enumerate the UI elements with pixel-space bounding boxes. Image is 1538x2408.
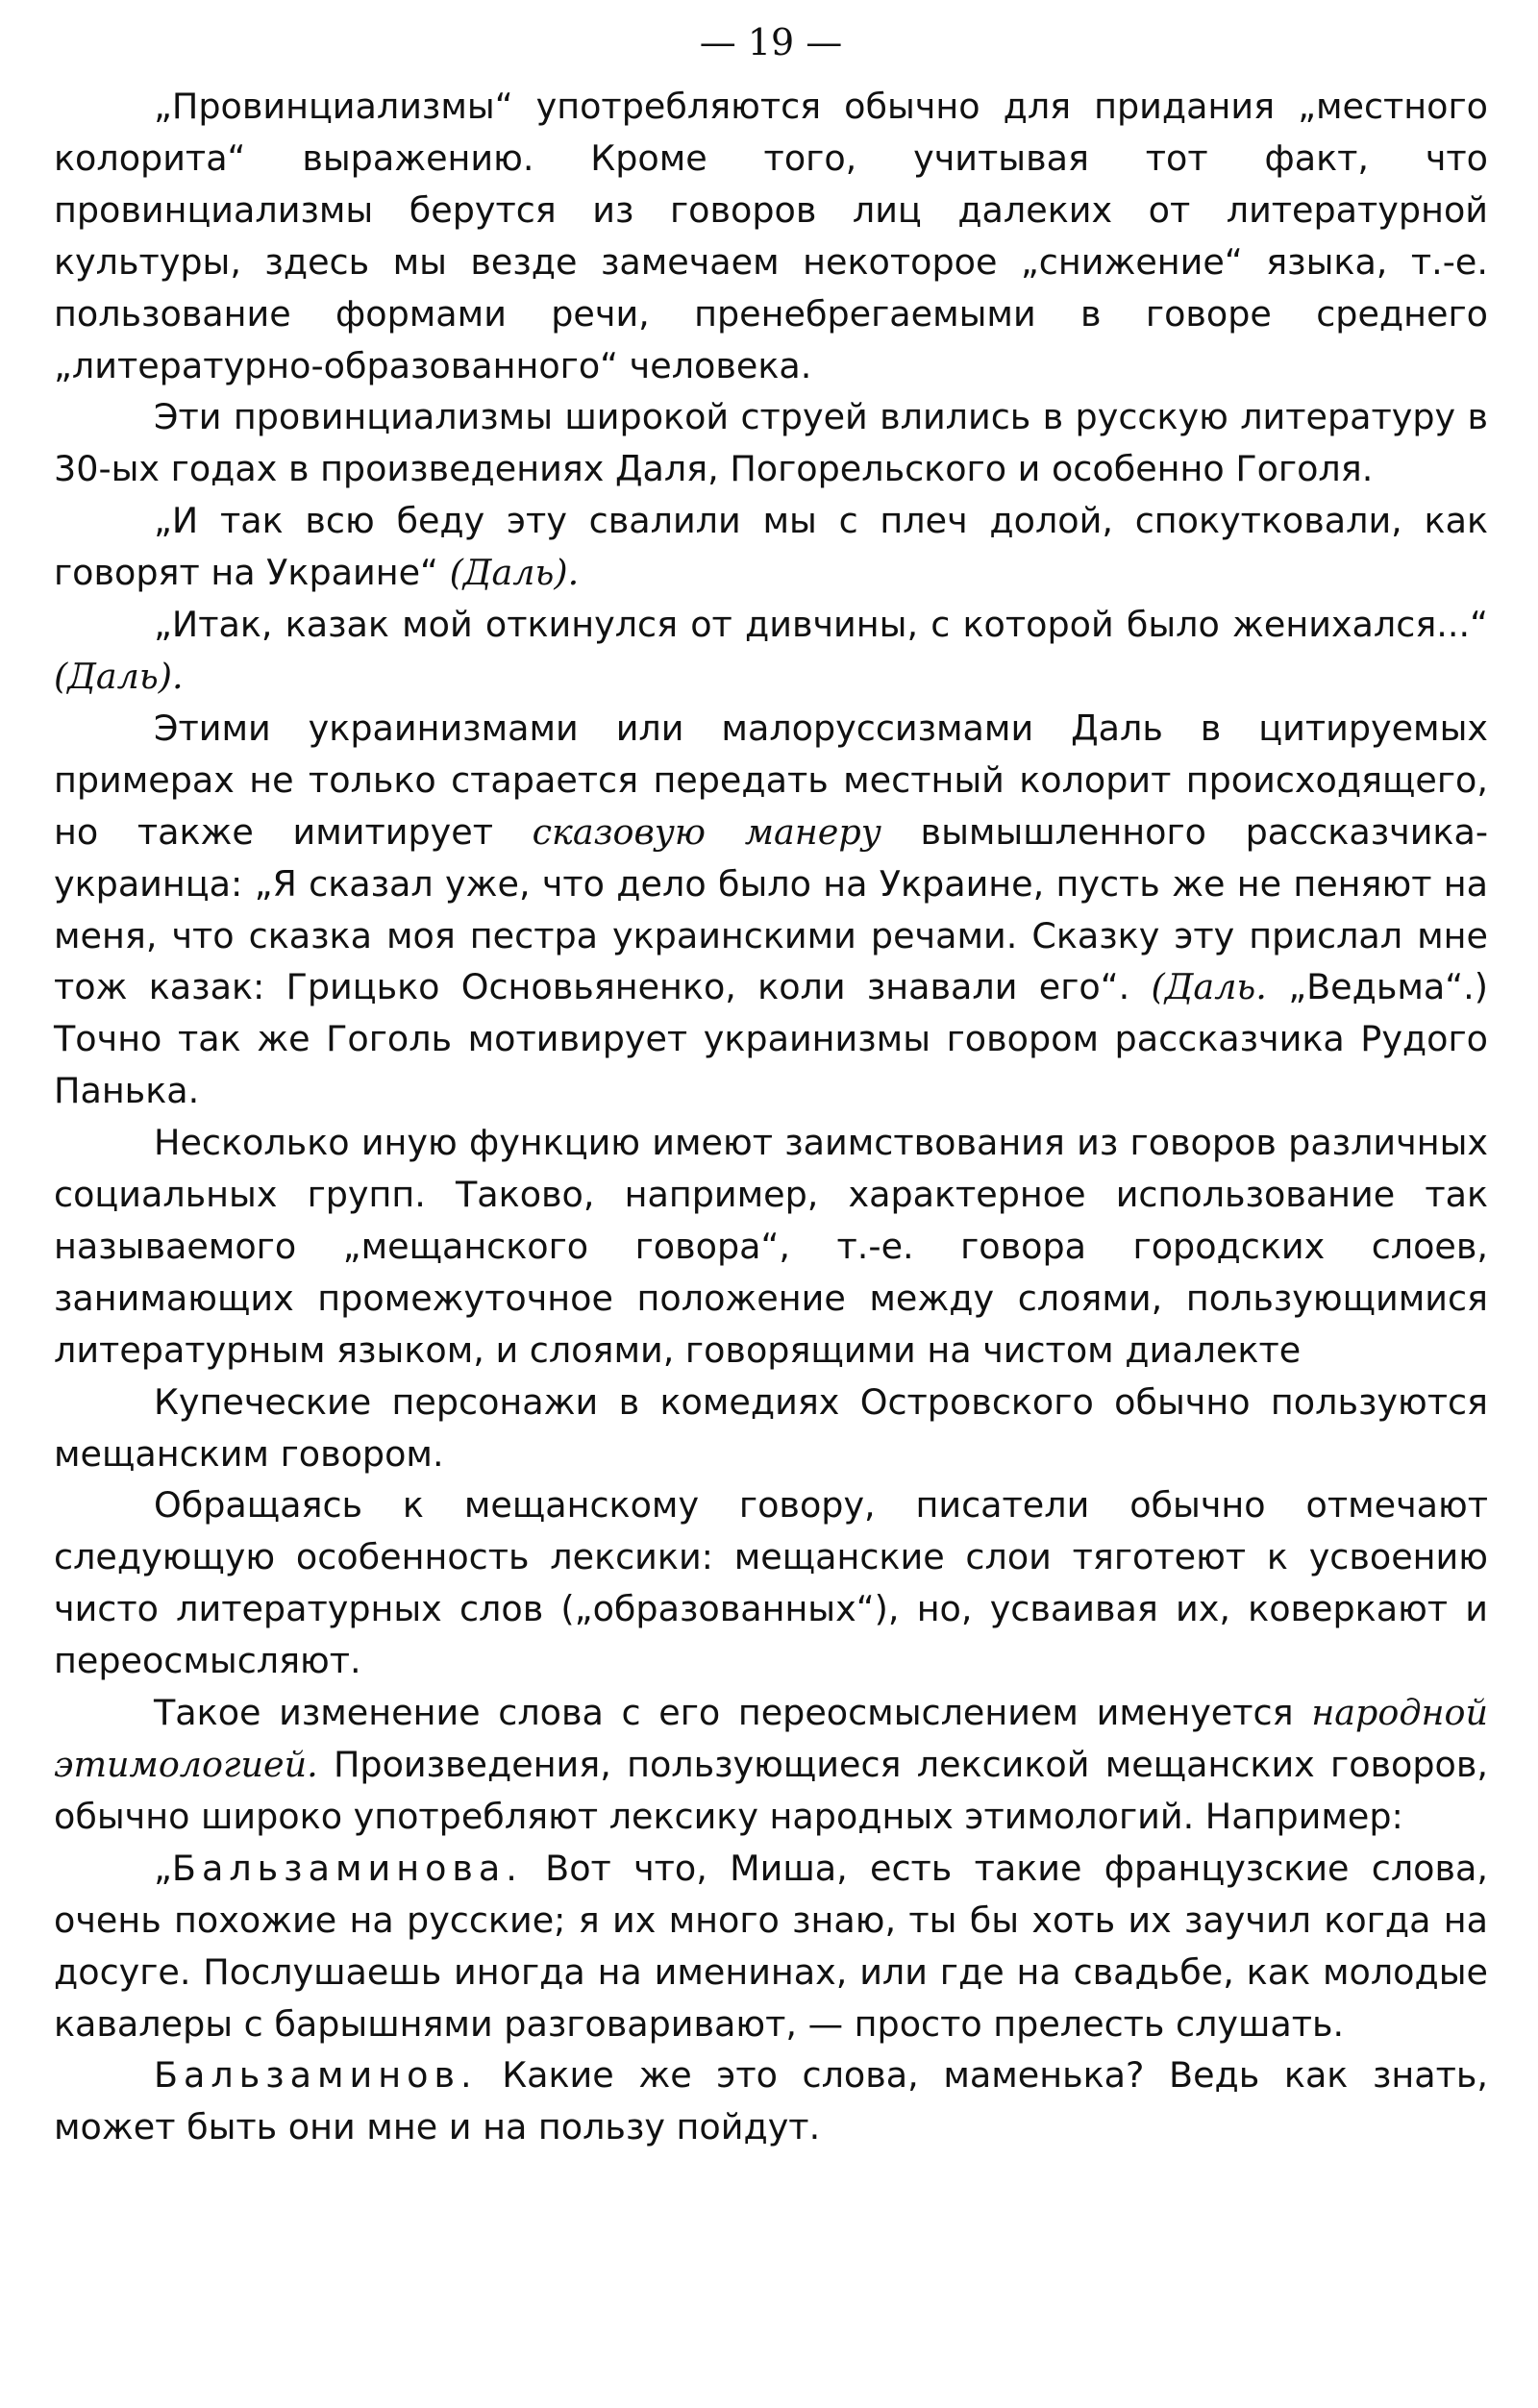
paragraph [54, 1377, 1488, 1480]
paragraph [54, 81, 1488, 391]
speaker-name: Бальзаминов. [154, 2054, 478, 2097]
text-segment: Этими украинизмами или малоруссизмами Даль в цитируемых примерах не только старается передать местный колорит происходящего, но также имитирует [54, 707, 1488, 853]
italic-text: (Даль. [1151, 966, 1267, 1008]
page-number: — 19 — [699, 21, 843, 63]
text-segment: Произведения, пользующиеся лексикой мещанских говоров, обычно широко употребляют лексику народных этимологий. Например: [54, 1744, 1488, 1837]
text-segment: Какие же это слова, маменька? Ведь как знать, может быть они мне и на пользу пойдут. [54, 2054, 1488, 2148]
text-segment: Обращаясь к мещанскому говору, писатели обычно отмечают следующую особенность лексики: мещанские слои тяготеют к усвоению чисто литературных слов („образованных“), но, усваивая их, коверкают и переосмысляют. [54, 1484, 1488, 1682]
paragraph [54, 391, 1488, 495]
paragraph [54, 1479, 1488, 1687]
text-segment: вымышленного рассказчика-украинца: „Я сказал уже, что дело было на Украине, пусть же не пеняют на меня, что сказка моя пестра украинскими речами. Сказку эту прислал мне тож казак: Грицько Основьяненко, коли знавали его“. [54, 810, 1488, 1008]
italic-text: (Даль). [54, 655, 184, 697]
paragraph [54, 703, 1488, 1117]
text-segment: „И так всю беду эту свалили мы с плеч долой, спокутковали, как говорят на Украине“ [54, 500, 1488, 594]
body-text [54, 81, 1488, 2153]
text-segment: Вот что, Миша, есть такие французские слова, очень похожие на русские; я их много знаю, ты бы хоть их заучил когда на досуге. Послушаешь иногда на именинах, или где на свадьбе, как молодые кавалеры с барышнями разговаривают, — просто прелесть слушать. [54, 1847, 1488, 2045]
text-segment: Эти провинциализмы широкой струей влились в русскую литературу в 30-ых годах в произведениях Даля, Погорельского и особенно Гоголя. [54, 396, 1488, 490]
text-segment: Несколько иную функцию имеют заимствования из говоров различных социальных групп. Таково, например, характерное использование так называемого „мещанского говора“, т.-е. говора городских слоев, занимающих промежуточное положение между слоями, пользующимися литературным языком, и слоями, говорящими на чистом диалекте [54, 1122, 1488, 1371]
italic-text: (Даль). [449, 552, 580, 594]
document-page [54, 23, 1488, 2153]
text-segment: „Ведьма“.) Точно так же Гоголь мотивирует украинизмы говором рассказчика Рудого Панька. [54, 966, 1488, 1112]
italic-text: народной этимологией. [54, 1692, 1488, 1785]
text-segment: „Провинциализмы“ употребляются обычно для придания „местного колорита“ выражению. Кроме того, учитывая тот факт, что провинциализмы берутся из говоров лиц далеких от литературной культуры, здесь мы везде замечаем некоторое „снижение“ языка, т.-е. пользование формами речи, пренебрегаемыми в говоре среднего „литературно-образованного“ человека. [54, 86, 1488, 386]
text-segment: Купеческие персонажи в комедиях Островского обычно пользуются мещанским говором. [54, 1380, 1488, 1475]
paragraph [54, 495, 1488, 599]
paragraph [54, 1117, 1488, 1377]
paragraph [54, 1687, 1488, 1843]
italic-text: сказовую манеру [532, 810, 881, 853]
paragraph [54, 1843, 1488, 2050]
speaker-name: Бальзаминова. [171, 1847, 523, 1889]
text-segment: „ [154, 1847, 172, 1889]
paragraph [54, 2049, 1488, 2153]
paragraph [54, 599, 1488, 703]
text-segment: Такое изменение слова с его переосмыслением именуется [154, 1692, 1312, 1734]
text-segment: „Итак, казак мой откинулся от дивчины, с которой было женихался...“ [154, 604, 1488, 646]
